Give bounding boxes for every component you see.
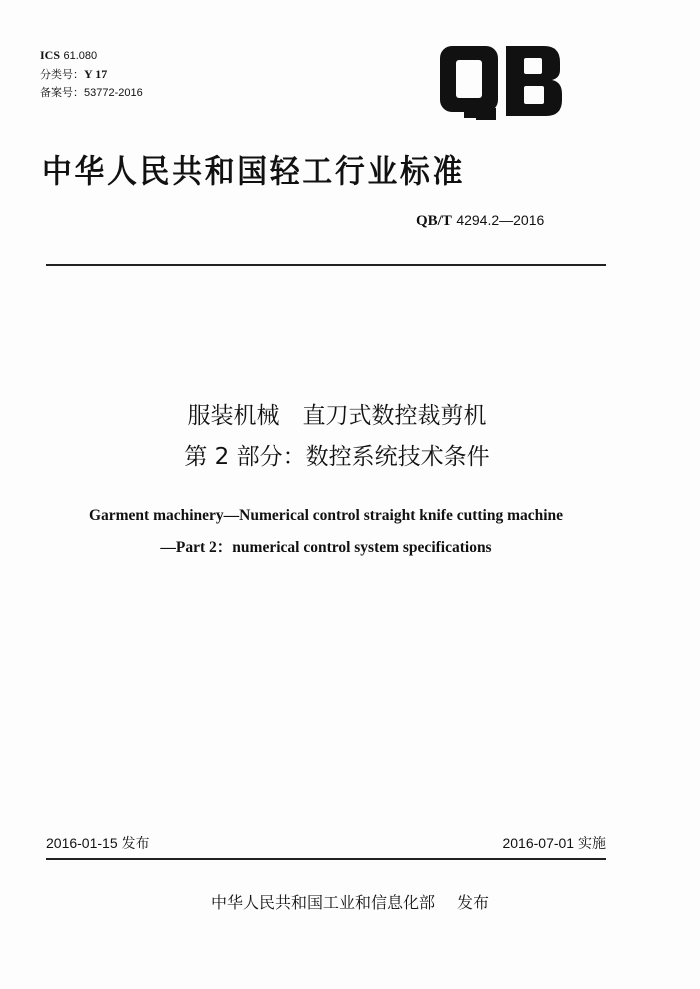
chinese-title-line-1: 服装机械 直刀式数控裁剪机 — [187, 403, 487, 429]
ministry-standard-title: 中华人民共和国轻工行业标准 — [42, 152, 466, 190]
standard-code: 4294.2—2016 — [456, 212, 545, 228]
standard-prefix: QB/T — [416, 213, 452, 229]
effective-label: 实施 — [578, 836, 606, 852]
classification-label: 分类号： — [40, 68, 84, 81]
ics-label: ICS — [40, 48, 61, 62]
issue-label: 发布 — [121, 836, 150, 852]
issue-date: 2016-01-15 — [46, 835, 118, 851]
record-row — [40, 84, 143, 102]
bottom-divider — [46, 858, 606, 860]
publisher-label: 发布 — [457, 893, 490, 912]
english-title-line-2: —Part 2：numerical control system specifications — [160, 539, 492, 556]
qb-logo-letter-q — [440, 46, 498, 120]
ics-row — [40, 46, 143, 65]
issue-date-block — [46, 833, 150, 853]
effective-date: 2016-07-01 — [502, 835, 575, 851]
top-divider — [46, 264, 606, 266]
qb-logo — [436, 42, 564, 122]
qb-logo-letter-b — [506, 46, 562, 116]
standard-number — [416, 212, 544, 230]
metadata-block — [40, 46, 143, 102]
effective-date-block — [502, 833, 606, 853]
record-value: 53772-2016 — [84, 87, 143, 99]
classification-value: Y 17 — [84, 67, 108, 81]
publisher-org: 中华人民共和国工业和信息化部 — [210, 893, 435, 912]
publisher-line — [0, 890, 700, 913]
record-label: 备案号： — [40, 86, 84, 99]
english-title-line-1: Garment machinery—Numerical control straight knife cutting machine — [88, 507, 564, 524]
ics-value: 61.080 — [63, 50, 98, 62]
classification-row — [40, 65, 143, 84]
chinese-title-line-2: 第 2 部分：数控系统技术条件 — [184, 444, 490, 470]
